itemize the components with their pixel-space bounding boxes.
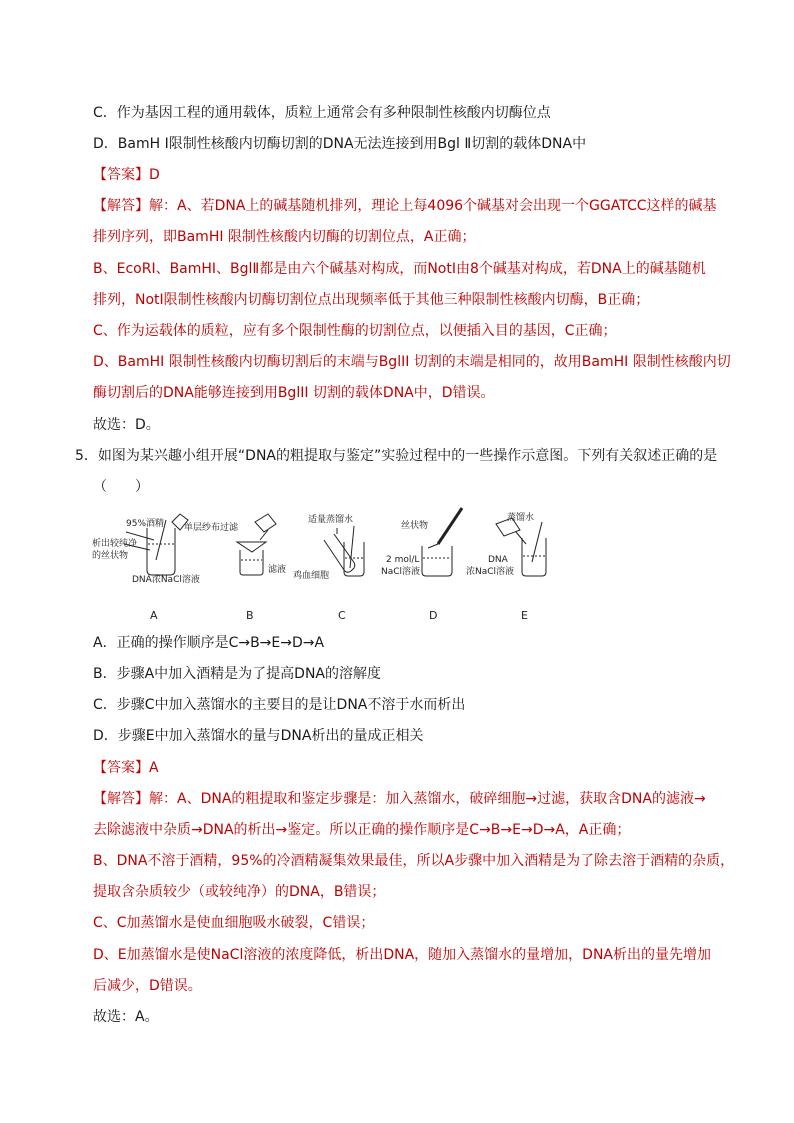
q5-analysis-line-3: B、DNA不溶于酒精，95%的冷酒精凝集效果最佳，所以A步骤中加入酒精是为了除去溶于酒精的杂质， — [93, 853, 735, 869]
q4-analysis-line-2: 排列序列，即BamHI 限制性核酸内切酶的切割位点，A正确； — [93, 229, 476, 245]
label-nacl-sol: NaCl溶液 — [381, 567, 421, 577]
q5-option-c: C．步骤C中加入蒸馏水的主要目的是让DNA不溶于水而析出 — [93, 697, 466, 713]
label-precipitate-2: 的丝状物 — [92, 551, 129, 561]
q5-analysis-line-2: 去除滤液中杂质→DNA的析出→鉴定。所以正确的操作顺序是C→B→E→D→A，A正确； — [93, 822, 631, 838]
q5-analysis-line-5: C、C加蒸馏水是使血细胞吸水破裂，C错误； — [93, 915, 375, 931]
panel-label-d: D — [429, 609, 438, 622]
label-gauze: 单层纱布过滤 — [184, 523, 239, 533]
panel-label-e: E — [521, 609, 528, 622]
q4-analysis-line-7: 酶切割后的DNA能够连接到用BglII 切割的载体DNA中，D错误。 — [93, 385, 495, 401]
label-dna-nacl: DNA浓NaCl溶液 — [132, 575, 200, 585]
analysis-label: 【解答】 — [93, 791, 149, 807]
analysis-label: 【解答】 — [93, 198, 149, 214]
label-blood-cells: 鸡血细胞 — [293, 571, 330, 581]
q5-option-a: A．正确的操作顺序是C→B→E→D→A — [93, 635, 325, 651]
label-water-amount: 适量蒸馏水 — [308, 515, 354, 525]
label-filament: 丝状物 — [401, 521, 429, 531]
q5-stem: 5．如图为某兴趣小组开展“DNA的粗提取与鉴定”实验过程中的一些操作示意图。下列有关叙述正确的是 — [75, 448, 718, 464]
panel-label-a: A — [150, 609, 158, 622]
analysis-text: 解：A、若DNA上的碱基随机排列，理论上每4096个碱基对会出现一个GGATCC这样的碱基 — [149, 198, 717, 214]
q5-analysis-line-1 — [93, 790, 706, 808]
panel-label-b: B — [246, 609, 254, 622]
q5-answer: 【答案】A — [93, 760, 159, 776]
q4-analysis-line-5: C、作为运载体的质粒，应有多个限制性酶的切割位点，以便插入目的基因，C正确； — [93, 323, 617, 339]
experiment-figure — [92, 500, 562, 625]
q4-choose: 故选：D。 — [93, 417, 160, 433]
q5-option-b: B．步骤A中加入酒精是为了提高DNA的溶解度 — [93, 666, 382, 682]
label-nacl-conc: 2 mol/L — [386, 555, 420, 565]
label-dna: DNA — [488, 555, 508, 565]
q4-option-c: C．作为基因工程的通用载体，质粒上通常会有多种限制性核酸内切酶位点 — [93, 105, 551, 121]
q4-analysis-line-4: 排列，NotI限制性核酸内切酶切割位点出现频率低于其他三种限制性核酸内切酶，B正确； — [93, 292, 650, 308]
analysis-text: 解：A、DNA的粗提取和鉴定步骤是：加入蒸馏水，破碎细胞→过滤，获取含DNA的滤液→ — [149, 791, 706, 807]
q4-option-d: D．BamH Ⅰ限制性核酸内切酶切割的DNA无法连接到用Bgl Ⅱ切割的载体DNA中 — [93, 136, 587, 152]
label-precipitate-1: 析出较纯净 — [92, 539, 138, 549]
label-alcohol: 95%酒精 — [126, 519, 165, 529]
q5-analysis-line-7: 后减少，D错误。 — [93, 978, 202, 994]
label-water: 蒸馏水 — [507, 513, 535, 523]
q4-answer: 【答案】D — [93, 167, 160, 183]
q4-analysis-line-3: B、EcoRI、BamHI、BglⅡ都是由六个碱基对构成，而NotI由8个碱基对构成，若DNA上的碱基随机 — [93, 261, 706, 277]
q4-analysis-line-1 — [93, 197, 717, 215]
panel-label-c: C — [338, 609, 346, 622]
q5-option-d: D．步骤E中加入蒸馏水的量与DNA析出的量成正相关 — [93, 728, 424, 744]
q5-stem-paren: （ ） — [93, 479, 149, 495]
label-conc-nacl: 浓NaCl溶液 — [466, 567, 515, 577]
q5-analysis-line-6: D、E加蒸馏水是使NaCl溶液的浓度降低，析出DNA，随加入蒸馏水的量增加，DNA析出的量先增加 — [93, 947, 712, 963]
q5-choose: 故选：A。 — [93, 1009, 159, 1025]
q5-analysis-line-4: 提取含杂质较少（或较纯净）的DNA，B错误； — [93, 884, 386, 900]
label-filtrate: 滤液 — [268, 565, 287, 575]
q4-analysis-line-6: D、BamHI 限制性核酸内切酶切割后的末端与BglII 切割的末端是相同的，故用BamHI 限制性核酸内切 — [93, 354, 731, 370]
